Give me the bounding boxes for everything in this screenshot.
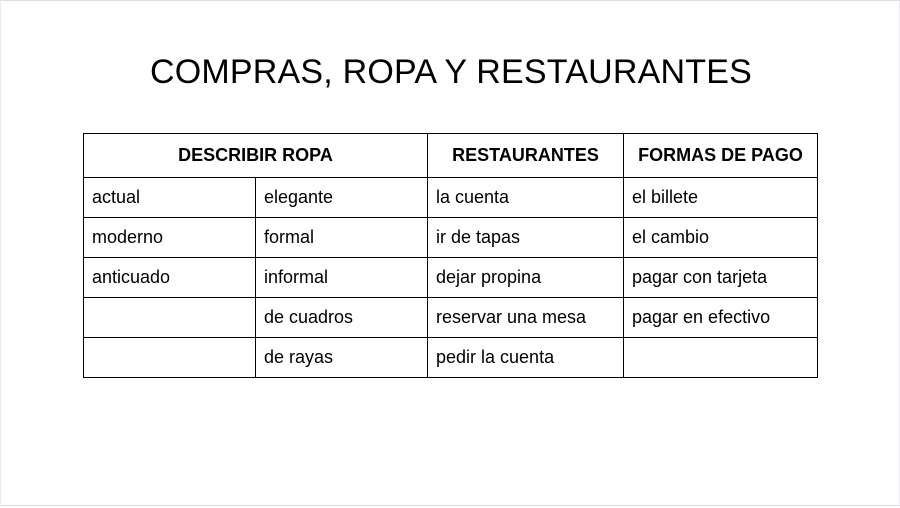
table-cell: de rayas [256, 338, 428, 378]
table-cell: moderno [84, 218, 256, 258]
table-cell: pedir la cuenta [428, 338, 624, 378]
table-cell: ir de tapas [428, 218, 624, 258]
table-cell: formal [256, 218, 428, 258]
header-describir-ropa: DESCRIBIR ROPA [84, 134, 428, 178]
table-cell: dejar propina [428, 258, 624, 298]
table-cell: la cuenta [428, 178, 624, 218]
table-cell [84, 338, 256, 378]
table-cell: informal [256, 258, 428, 298]
table-cell: reservar una mesa [428, 298, 624, 338]
table-cell: de cuadros [256, 298, 428, 338]
table-cell: anticuado [84, 258, 256, 298]
vocabulary-table [83, 133, 818, 378]
table-row [84, 338, 818, 378]
table-row [84, 178, 818, 218]
table-cell [84, 298, 256, 338]
table-row [84, 258, 818, 298]
slide-title: COMPRAS, ROPA Y RESTAURANTES [150, 53, 752, 91]
table-cell: actual [84, 178, 256, 218]
table-row [84, 298, 818, 338]
table-cell [624, 338, 818, 378]
table-cell: el billete [624, 178, 818, 218]
table-row [84, 218, 818, 258]
table-cell: elegante [256, 178, 428, 218]
header-formas-de-pago: FORMAS DE PAGO [624, 134, 818, 178]
table-cell: el cambio [624, 218, 818, 258]
table-cell: pagar en efectivo [624, 298, 818, 338]
header-restaurantes: RESTAURANTES [428, 134, 624, 178]
table-cell: pagar con tarjeta [624, 258, 818, 298]
table-header-row [84, 134, 818, 178]
